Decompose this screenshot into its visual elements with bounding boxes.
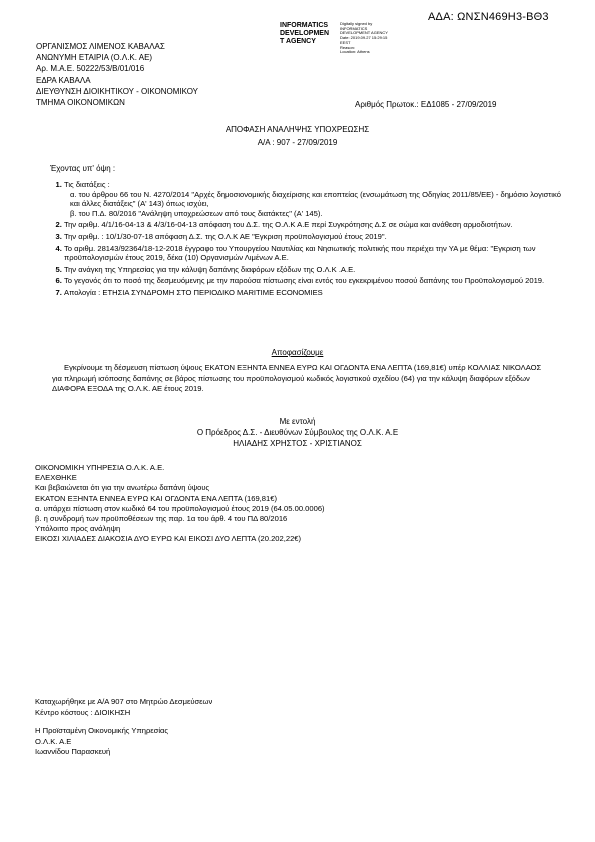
list-item [64, 244, 564, 263]
signature-detail: Digitally signed by [340, 21, 373, 26]
signature-detail: DEVELOPMENT AGENCY [340, 30, 388, 36]
registration-block [35, 697, 212, 718]
item-text: Το γεγονός ότι το ποσό της δεσμευόμενης με την παρούσα πίστωσης είναι εντός του εγκεκριμένου ποσού δαπάνης του Προϋπολογισμού 2019. [64, 276, 545, 286]
digital-signature-label [280, 22, 329, 46]
document-title: ΑΠΟΦΑΣΗ ΑΝΑΛΗΨΗΣ ΥΠΟΧΡΕΩΣΗΣ [225, 125, 370, 134]
signature-line: INFORMATICS [280, 22, 329, 29]
org-line: ΑΝΩΝΥΜΗ ΕΤΑΙΡΙΑ (Ο.Λ.Κ. ΑΕ) [36, 53, 153, 63]
registration-line: Καταχωρήθηκε με Α/Α 907 στο Μητρώο Δεσμεύσεων [35, 697, 213, 706]
item-text: Το αριθμ. 28143/92364/18-12-2018 έγγραφο του Υπουργείου Ναυτιλίας και Νησιωτικής πολιτικής που περιέχει την ΥΑ με θέμα: "Εγκριση των προϋπολογισμών έτους 2019, δέκα (10) Οργανισμών Λιμένων Α.Ε. [64, 243, 536, 263]
org-line: ΕΔΡΑ ΚΑΒΑΛΑ [36, 75, 91, 85]
signature-detail: EEST [340, 39, 351, 45]
signature-detail: Reason: [340, 44, 355, 50]
signature-line: DEVELOPMEN [280, 30, 330, 37]
financial-line: ΕΙΚΟΣΙ ΧΙΛΙΑΔΕΣ ΔΙΑΚΟΣΙΑ ΔΥΟ ΕΥΡΩ ΚΑΙ ΕΙΚΟΣΙ ΔΥΟ ΛΕΠΤΑ (20.202,22€) [35, 534, 302, 544]
list-item [64, 220, 564, 230]
signature-line: T AGENCY [280, 38, 316, 45]
org-line: Αρ. Μ.Α.Ε. 50222/53/Β/01/016 [36, 64, 145, 74]
list-item [64, 180, 564, 218]
protocol-number: Αριθμός Πρωτοκ.: ΕΔ1085 - 27/09/2019 [355, 100, 497, 109]
signature-detail: INFORMATICS [340, 25, 368, 31]
signature-detail: Date: 2019.09.27 15:29:15 [340, 35, 388, 41]
list-item [64, 265, 564, 275]
item-text: Την ανάγκη της Υπηρεσίας για την κάλυψη δαπάνης διαφόρων εξόδων της Ο.Λ.Κ .Α.Ε. [64, 264, 356, 274]
signatory-line: Ιωαννίδου Παρασκευή [35, 747, 111, 756]
signatory-line: Η Προϊσταμένη Οικονομικής Υπηρεσίας [35, 726, 169, 735]
signatory-line: Ο.Λ.Κ. Α.Ε [35, 736, 72, 746]
list-item [64, 288, 564, 298]
digital-signature-details [340, 22, 388, 55]
ada-code: ΑΔΑ: ΩΝΣΝ469Η3-ΒΘ3 [428, 11, 549, 23]
item-text: Απολογία : ΕΤΗΣΙΑ ΣΥΝΔΡΟΜΗ ΣΤΟ ΠΕΡΙΟΔΙΚΟ MARITIME ECONOMIES [64, 287, 323, 297]
decision-paragraph: Εγκρίνουμε τη δέσμευση πίστωση ύψους ΕΚΑΤΟΝ ΕΞΗΝΤΑ ΕΝΝΕΑ ΕΥΡΩ ΚΑΙ ΟΓΔΟΝΤΑ ΕΝΑ ΛΕΠΤΑ (169,81€) υπέρ ΚΟΛΛΙΑΣ ΝΙΚΟΛΑΟΣ για πληρωμή ισόποσης δαπάνης σε βάρος πίστωσης του προϋπολογισμού κωδικός λογιστικού σχεδίου (64) για την κάλυψη διαφόρων εξόδων ΔΙΑΦΟΡΑ ΕΞΟΔΑ της Ο.Λ.Κ. ΑΕ έτους 2019. [52, 363, 542, 393]
registration-line: Κέντρο κόστους : ΔΙΟΙΚΗΣΗ [35, 707, 131, 717]
sub-item: β. του Π.Δ. 80/2016 "Ανάληψη υποχρεώσεων από τους διατάκτες" (Α' 145). [70, 208, 323, 218]
financial-verification-block [35, 463, 325, 545]
organization-header [36, 41, 198, 108]
president-title: Ο Πρόεδρος Δ.Σ. - Διευθύνων Σύμβουλος της Ο.Λ.Κ. Α.Ε [196, 428, 399, 437]
financial-line: ΕΛΕΧΘΗΚΕ [35, 473, 77, 483]
org-line: ΔΙΕΥΘΥΝΣΗ ΔΙΟΙΚΗΤΙΚΟΥ - ΟΙΚΟΝΟΜΙΚΟΥ [36, 86, 198, 96]
president-name: ΗΛΙΑΔΗΣ ΧΡΗΣΤΟΣ - ΧΡΙΣΤΙΑΝΟΣ [233, 439, 362, 448]
considerations-intro: Έχοντας υπ' όψη : [50, 164, 116, 173]
decision-heading: Αποφασίζουμε [271, 348, 324, 357]
org-line: ΟΡΓΑΝΙΣΜΟΣ ΛΙΜΕΝΟΣ ΚΑΒΑΛΑΣ [36, 42, 165, 51]
document-serial: Α/Α : 907 - 27/09/2019 [257, 138, 338, 147]
item-text: Την αριθμ. : 10/1/30-07-18 απόφαση Δ.Σ. της Ο.Λ.Κ ΑΕ "Εγκριση προϋπολογισμού έτους 2019". [64, 231, 387, 241]
item-text: Τις διατάξεις : [64, 180, 110, 189]
financial-line: β. η συνδρομή των προϋποθέσεων της παρ. 1α του άρθ. 4 του ΠΔ 80/2016 [35, 514, 288, 524]
signatory-block [35, 726, 168, 758]
considerations-list [36, 180, 564, 300]
financial-line: Και βεβαιώνεται ότι για την ανωτέρω δαπάνη ύψους [35, 483, 210, 493]
by-order-label: Με εντολή [279, 417, 316, 426]
signature-detail: Location: Athens [340, 49, 370, 55]
financial-line: Υπόλοιπο προς ανάληψη [35, 524, 121, 534]
item-text: Την αριθμ. 4/1/16-04-13 & 4/3/16-04-13 απόφαση του Δ.Σ. της Ο.Λ.Κ Α.Ε περί Συγκρότησης Δ.Σ σε σώμα και ανάθεση αρμοδιοτήτων. [64, 220, 513, 230]
sub-item: α. του άρθρου 66 του Ν. 4270/2014 "Αρχές δημοσιονομικής διαχείρισης και εποπτείας (ενσωμάτωση της Οδηγίας 2011/85/ΕΕ) - δημόσιο λογιστικό και άλλες διατάξεις" (Α' 143) όπως ισχύει, [70, 189, 561, 209]
financial-line: α. υπάρχει πίστωση στον κωδικό 64 του προϋπολογισμού έτους 2019 (64.05.00.0006) [35, 503, 325, 513]
financial-line: ΕΚΑΤΟΝ ΕΞΗΝΤΑ ΕΝΝΕΑ ΕΥΡΩ ΚΑΙ ΟΓΔΟΝΤΑ ΕΝΑ ΛΕΠΤΑ (169,81€) [35, 493, 277, 503]
list-item [64, 232, 564, 242]
org-line: ΤΜΗΜΑ ΟΙΚΟΝΟΜΙΚΩΝ [36, 98, 125, 108]
financial-line: ΟΙΚΟΝΟΜΙΚΗ ΥΠΗΡΕΣΙΑ Ο.Λ.Κ. Α.Ε. [35, 463, 165, 472]
list-item [64, 276, 564, 286]
